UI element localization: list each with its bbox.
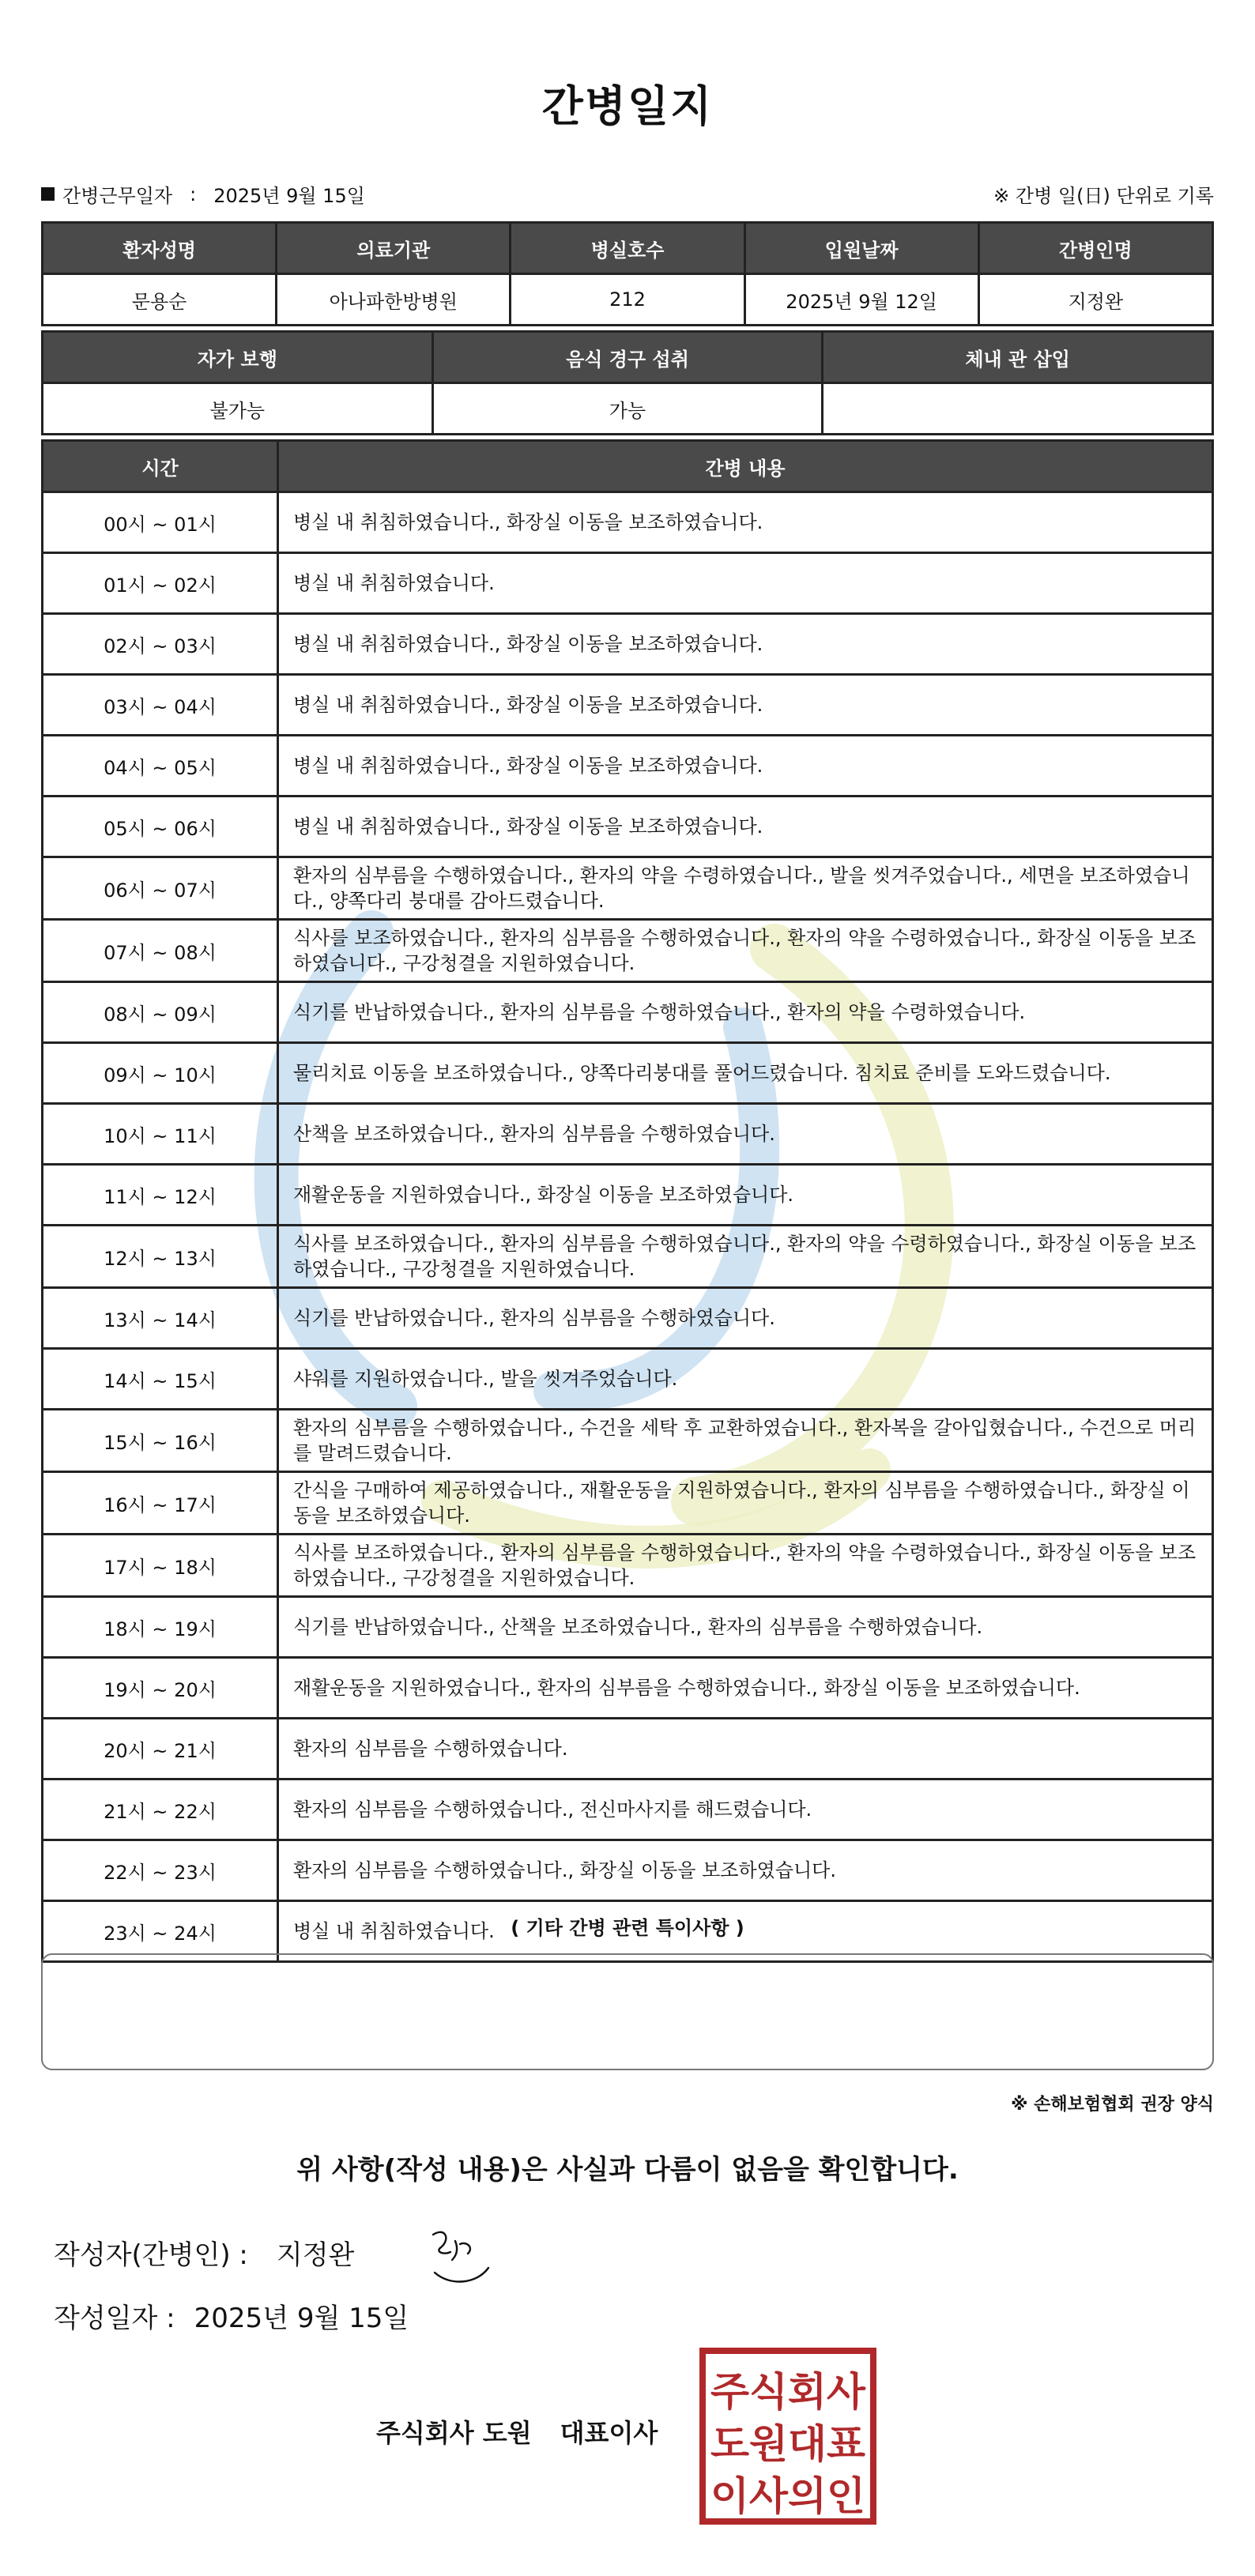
company-seal xyxy=(699,2347,877,2525)
table-row xyxy=(43,675,1213,736)
time-cell: 08시 ~ 09시 xyxy=(43,982,278,1043)
value-caregiver: 지정완 xyxy=(978,274,1212,326)
value-tube xyxy=(823,383,1213,435)
writer-label: 작성자(간병인) : xyxy=(54,2239,248,2271)
care-schedule-table xyxy=(41,439,1214,1963)
table-row xyxy=(43,920,1213,982)
written-date-label: 작성일자 : xyxy=(54,2303,175,2334)
schedule-header-row xyxy=(43,441,1213,492)
table-row xyxy=(43,1719,1213,1779)
care-content-cell: 산책을 보조하였습니다., 환자의 심부름을 수행하였습니다. xyxy=(278,1104,1213,1165)
table-row xyxy=(43,1779,1213,1840)
time-cell: 05시 ~ 06시 xyxy=(43,797,278,857)
care-content-cell: 병실 내 취침하였습니다., 화장실 이동을 보조하였습니다. xyxy=(278,736,1213,797)
header-tube: 체내 관 삽입 xyxy=(823,332,1213,383)
record-unit-note: ※ 간병 일(日) 단위로 기록 xyxy=(993,185,1214,207)
care-content-cell: 물리치료 이동을 보조하였습니다., 양쪽다리붕대를 풀어드렸습니다. 침치료 준비를 도와드렸습니다. xyxy=(278,1043,1213,1104)
time-cell: 15시 ~ 16시 xyxy=(43,1410,278,1472)
care-content-cell: 병실 내 취침하였습니다. xyxy=(278,1901,1213,1962)
table-row xyxy=(43,1535,1213,1597)
care-content-cell: 식기를 반납하였습니다., 산책을 보조하였습니다., 환자의 심부름을 수행하였습니다. xyxy=(278,1597,1213,1658)
header-oral-intake: 음식 경구 섭취 xyxy=(432,332,823,383)
table-row xyxy=(43,1410,1213,1472)
table-row xyxy=(43,736,1213,797)
written-date-line xyxy=(54,2296,409,2335)
work-date-separator: : xyxy=(190,183,197,205)
care-content-cell: 환자의 심부름을 수행하였습니다., 화장실 이동을 보조하였습니다. xyxy=(278,1840,1213,1901)
header-admission-date: 입원날짜 xyxy=(744,223,978,274)
status-value-row xyxy=(43,383,1213,435)
meta-row xyxy=(41,180,1214,207)
time-cell: 06시 ~ 07시 xyxy=(43,857,278,920)
time-cell: 12시 ~ 13시 xyxy=(43,1226,278,1288)
care-content-cell: 병실 내 취침하였습니다., 화장실 이동을 보조하였습니다. xyxy=(278,675,1213,736)
recommended-form-note: ※ 손해보험협회 권장 양식 xyxy=(1011,2095,1214,2115)
work-date xyxy=(41,180,365,208)
header-room: 병실호수 xyxy=(511,223,744,274)
table-row xyxy=(43,1597,1213,1658)
notes-box xyxy=(41,1953,1214,2070)
time-cell: 09시 ~ 10시 xyxy=(43,1043,278,1104)
care-content-cell: 샤워를 지원하였습니다., 발을 씻겨주었습니다. xyxy=(278,1349,1213,1410)
table-row xyxy=(43,1043,1213,1104)
time-cell: 04시 ~ 05시 xyxy=(43,736,278,797)
writer-line xyxy=(54,2233,354,2272)
header-walking: 자가 보행 xyxy=(43,332,433,383)
time-cell: 02시 ~ 03시 xyxy=(43,614,278,675)
work-date-value: 2025년 9월 15일 xyxy=(213,185,365,207)
time-cell: 07시 ~ 08시 xyxy=(43,920,278,982)
care-content-cell: 식사를 보조하였습니다., 환자의 심부름을 수행하였습니다., 환자의 약을 수령하였습니다., 화장실 이동을 보조하였습니다., 구강청결을 지원하였습니다. xyxy=(278,920,1213,982)
time-cell: 19시 ~ 20시 xyxy=(43,1658,278,1719)
time-cell: 20시 ~ 21시 xyxy=(43,1719,278,1779)
page-title: 간병일지 xyxy=(541,81,714,131)
handwritten-signature xyxy=(419,2220,498,2292)
writer-name: 지정완 xyxy=(276,2239,355,2271)
patient-info-table xyxy=(41,221,1214,326)
time-cell: 14시 ~ 15시 xyxy=(43,1349,278,1410)
table-row xyxy=(43,614,1213,675)
value-patient-name: 문용순 xyxy=(43,274,277,326)
time-cell: 22시 ~ 23시 xyxy=(43,1840,278,1901)
header-patient-name: 환자성명 xyxy=(43,223,277,274)
header-hospital: 의료기관 xyxy=(277,223,511,274)
table-row xyxy=(43,492,1213,553)
confirmation-statement: 위 사항(작성 내용)은 사실과 다름이 없음을 확인합니다. xyxy=(296,2154,959,2186)
time-cell: 01시 ~ 02시 xyxy=(43,553,278,614)
time-cell: 03시 ~ 04시 xyxy=(43,675,278,736)
header-caregiver: 간병인명 xyxy=(978,223,1212,274)
table-row xyxy=(43,797,1213,857)
care-content-cell: 병실 내 취침하였습니다. xyxy=(278,553,1213,614)
value-walking: 불가능 xyxy=(43,383,433,435)
patient-status-table xyxy=(41,330,1214,435)
seal-line-3: 이사의인 xyxy=(710,2473,865,2519)
care-content-cell: 식기를 반납하였습니다., 환자의 심부름을 수행하였습니다., 환자의 약을 수령하였습니다. xyxy=(278,982,1213,1043)
seal-line-1: 주식회사 xyxy=(710,2369,866,2415)
care-content-cell: 간식을 구매하여 제공하였습니다., 재활운동을 지원하였습니다., 환자의 심부름을 수행하였습니다., 화장실 이동을 보조하였습니다. xyxy=(278,1472,1213,1535)
table-row xyxy=(43,1658,1213,1719)
company-line xyxy=(376,2413,658,2450)
seal-line-2: 도원대표 xyxy=(710,2421,866,2467)
table-row xyxy=(43,982,1213,1043)
value-admission-date: 2025년 9월 12일 xyxy=(744,274,978,326)
schedule-body xyxy=(43,492,1213,1962)
notes-title: ( 기타 간병 관련 특이사항 ) xyxy=(511,1917,744,1939)
table-row xyxy=(43,1226,1213,1288)
time-cell: 10시 ~ 11시 xyxy=(43,1104,278,1165)
square-bullet-icon xyxy=(41,187,55,201)
table-row xyxy=(43,1349,1213,1410)
table-row xyxy=(43,553,1213,614)
care-content-cell: 환자의 심부름을 수행하였습니다. xyxy=(278,1719,1213,1779)
time-cell: 23시 ~ 24시 xyxy=(43,1901,278,1962)
work-date-label: 간병근무일자 xyxy=(62,185,173,207)
care-content-cell: 병실 내 취침하였습니다., 화장실 이동을 보조하였습니다. xyxy=(278,614,1213,675)
table-row xyxy=(43,1472,1213,1535)
written-date-value: 2025년 9월 15일 xyxy=(194,2303,409,2334)
table-row xyxy=(43,1840,1213,1901)
care-content-cell: 환자의 심부름을 수행하였습니다., 환자의 약을 수령하였습니다., 발을 씻겨주었습니다., 세면을 보조하였습니다., 양쪽다리 붕대를 감아드렸습니다. xyxy=(278,857,1213,920)
care-content-cell: 식사를 보조하였습니다., 환자의 심부름을 수행하였습니다., 환자의 약을 수령하였습니다., 화장실 이동을 보조하였습니다., 구강청결을 지원하였습니다. xyxy=(278,1226,1213,1288)
time-cell: 21시 ~ 22시 xyxy=(43,1779,278,1840)
header-care-content: 간병 내용 xyxy=(278,441,1213,492)
time-cell: 00시 ~ 01시 xyxy=(43,492,278,553)
company-name: 주식회사 도원 xyxy=(376,2418,532,2448)
status-header-row xyxy=(43,332,1213,383)
patient-value-row xyxy=(43,274,1213,326)
care-content-cell: 식사를 보조하였습니다., 환자의 심부름을 수행하였습니다., 환자의 약을 수령하였습니다., 화장실 이동을 보조하였습니다., 구강청결을 지원하였습니다. xyxy=(278,1535,1213,1597)
representative-title: 대표이사 xyxy=(560,2418,658,2448)
table-row xyxy=(43,857,1213,920)
time-cell: 18시 ~ 19시 xyxy=(43,1597,278,1658)
value-room: 212 xyxy=(511,274,744,326)
care-content-cell: 재활운동을 지원하였습니다., 환자의 심부름을 수행하였습니다., 화장실 이동을 보조하였습니다. xyxy=(278,1658,1213,1719)
table-row xyxy=(43,1165,1213,1226)
value-oral-intake: 가능 xyxy=(432,383,823,435)
care-content-cell: 환자의 심부름을 수행하였습니다., 전신마사지를 해드렸습니다. xyxy=(278,1779,1213,1840)
time-cell: 17시 ~ 18시 xyxy=(43,1535,278,1597)
care-content-cell: 병실 내 취침하였습니다., 화장실 이동을 보조하였습니다. xyxy=(278,797,1213,857)
care-content-cell: 재활운동을 지원하였습니다., 화장실 이동을 보조하였습니다. xyxy=(278,1165,1213,1226)
care-content-cell: 식기를 반납하였습니다., 환자의 심부름을 수행하였습니다. xyxy=(278,1288,1213,1349)
value-hospital: 아나파한방병원 xyxy=(277,274,511,326)
care-content-cell: 환자의 심부름을 수행하였습니다., 수건을 세탁 후 교환하였습니다., 환자복을 갈아입혔습니다., 수건으로 머리를 말려드렸습니다. xyxy=(278,1410,1213,1472)
table-row xyxy=(43,1104,1213,1165)
time-cell: 11시 ~ 12시 xyxy=(43,1165,278,1226)
patient-header-row xyxy=(43,223,1213,274)
time-cell: 16시 ~ 17시 xyxy=(43,1472,278,1535)
table-row xyxy=(43,1288,1213,1349)
time-cell: 13시 ~ 14시 xyxy=(43,1288,278,1349)
header-time: 시간 xyxy=(43,441,278,492)
care-content-cell: 병실 내 취침하였습니다., 화장실 이동을 보조하였습니다. xyxy=(278,492,1213,553)
